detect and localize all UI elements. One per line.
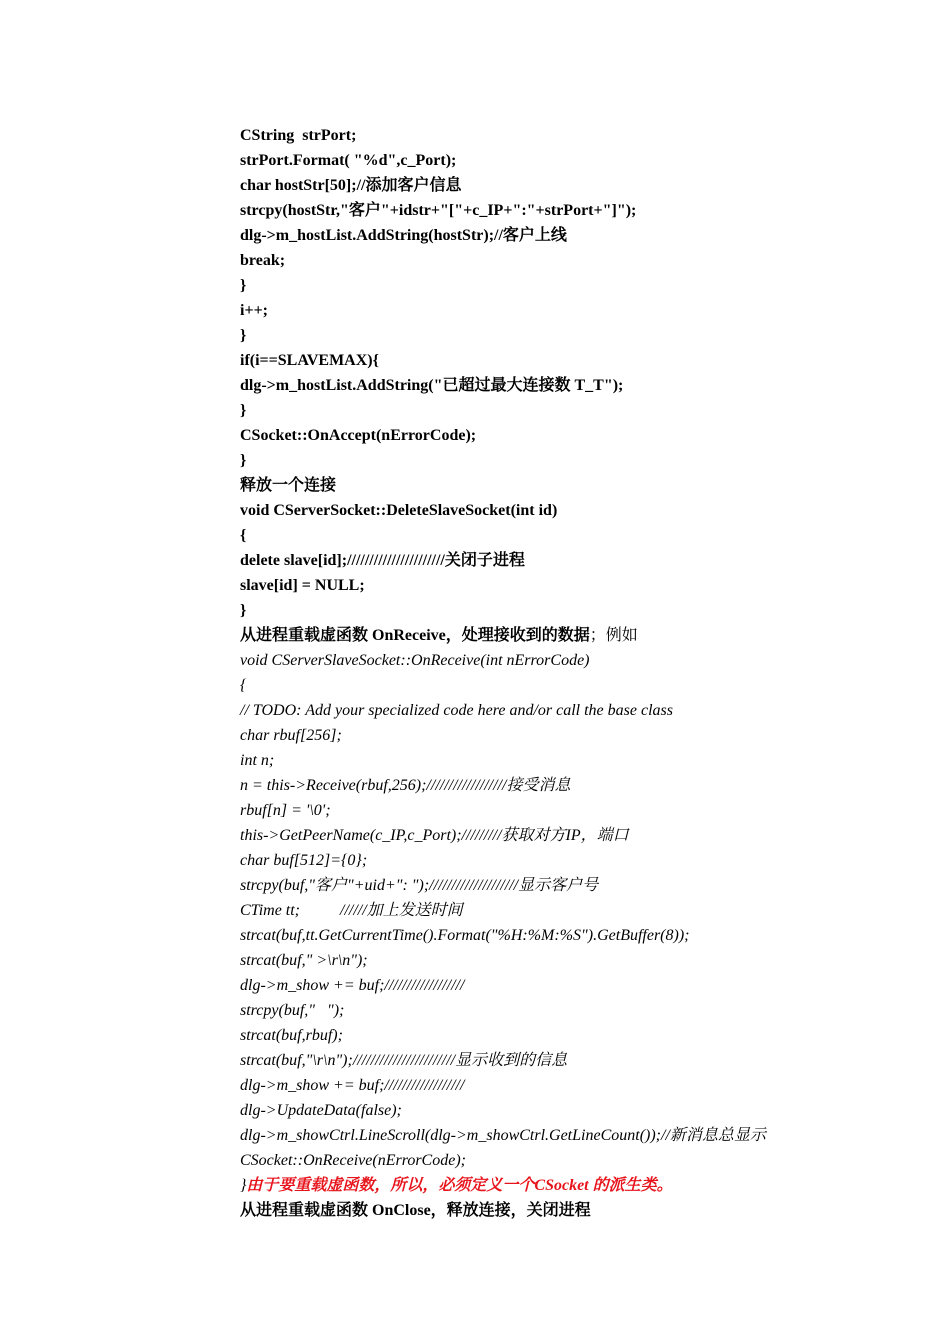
code-line: }	[240, 277, 247, 294]
code-line: strcat(buf,"\r\n");///////////////////////显示收到的信息	[240, 1052, 568, 1069]
code-line: }	[240, 452, 247, 469]
code-line: }	[240, 327, 247, 344]
code-line: dlg->m_hostList.AddString("已超过最大连接数 T_T");	[240, 377, 624, 394]
code-line: this->GetPeerName(c_IP,c_Port);/////////获取对方IP，端口	[240, 827, 629, 844]
code-line: slave[id] = NULL;	[240, 577, 365, 594]
code-line: CSocket::OnAccept(nErrorCode);	[240, 427, 477, 444]
code-line: void CServerSocket::DeleteSlaveSocket(int id)	[240, 502, 558, 519]
code-line: rbuf[n] = '\0';	[240, 802, 331, 819]
code-line: {	[240, 527, 247, 544]
code-listing	[240, 123, 840, 1223]
section-heading: 释放一个连接	[240, 477, 337, 494]
code-line: i++;	[240, 302, 269, 319]
code-line: void CServerSlaveSocket::OnReceive(int nErrorCode)	[240, 652, 590, 669]
code-line: dlg->m_show += buf;//////////////////	[240, 977, 465, 994]
code-line: dlg->m_show += buf;//////////////////	[240, 1077, 465, 1094]
code-line: }	[240, 602, 247, 619]
closing-brace: }	[240, 1177, 247, 1194]
onreceive-heading-suffix: ；例如	[589, 627, 638, 644]
code-line: dlg->UpdateData(false);	[240, 1102, 402, 1119]
code-line: if(i==SLAVEMAX){	[240, 352, 379, 369]
code-line: strcpy(hostStr,"客户"+idstr+"["+c_IP+":"+strPort+"]");	[240, 202, 637, 219]
code-line: strPort.Format( "%d",c_Port);	[240, 152, 457, 169]
code-line: strcat(buf,rbuf);	[240, 1027, 343, 1044]
code-line: CString strPort;	[240, 127, 357, 144]
code-line: CSocket::OnReceive(nErrorCode);	[240, 1152, 466, 1169]
code-line: char rbuf[256];	[240, 727, 342, 744]
code-line: }	[240, 402, 247, 419]
onreceive-heading-line	[240, 623, 840, 648]
code-line: char hostStr[50];//添加客户信息	[240, 177, 462, 194]
code-line: {	[240, 677, 247, 694]
code-line: int n;	[240, 752, 275, 769]
code-line: char buf[512]={0};	[240, 852, 368, 869]
code-line: delete slave[id];//////////////////////关闭子进程	[240, 552, 525, 569]
code-line: strcat(buf," >\r\n");	[240, 952, 368, 969]
code-line: strcat(buf,tt.GetCurrentTime().Format("%H:%M:%S").GetBuffer(8));	[240, 927, 690, 944]
onclose-heading: 从进程重载虚函数 OnClose，释放连接，关闭进程	[240, 1202, 591, 1219]
red-note: 由于要重载虚函数，所以，必须定义一个CSocket 的派生类。	[246, 1177, 673, 1194]
code-line: strcpy(buf,"客户"+uid+": ");////////////////////显示客户号	[240, 877, 599, 894]
code-line: n = this->Receive(rbuf,256);//////////////////接受消息	[240, 777, 571, 794]
onreceive-heading: 从进程重载虚函数 OnReceive，处理接收到的数据	[240, 627, 590, 644]
code-line: dlg->m_showCtrl.LineScroll(dlg->m_showCtrl.GetLineCount());//新消息总显示	[240, 1127, 766, 1144]
code-line: // TODO: Add your specialized code here and/or call the base class	[240, 702, 673, 719]
code-line: dlg->m_hostList.AddString(hostStr);//客户上线	[240, 227, 567, 244]
code-line: break;	[240, 252, 286, 269]
red-note-line	[240, 1173, 840, 1198]
code-line: strcpy(buf," ");	[240, 1002, 345, 1019]
code-line: CTime tt; //////加上发送时间	[240, 902, 463, 919]
